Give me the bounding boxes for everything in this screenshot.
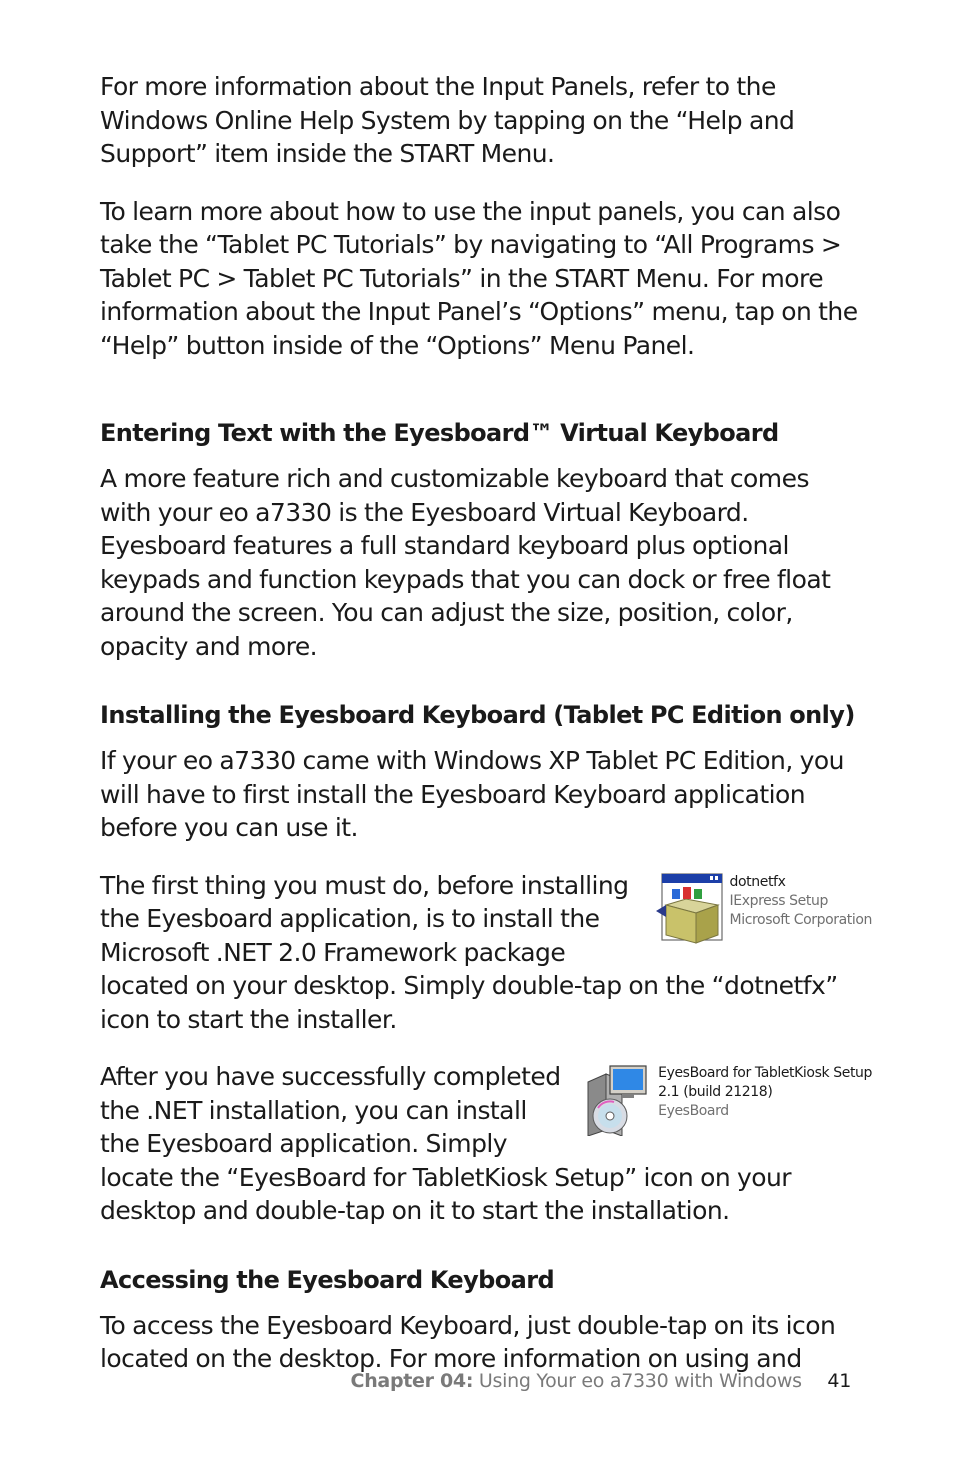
heading-accessing-eyesboard: Accessing the Eyesboard Keyboard: [100, 1265, 555, 1294]
heading-entering-text: Entering Text with the Eyesboard™ Virtual Keyboard: [100, 419, 779, 447]
paragraph-input-panels-help: For more information about the Input Panels, refer to the Windows Online Help System by tapping on the “Help and Support” item inside the START Menu.: [100, 72, 795, 168]
paragraph-install-dotnet: The first thing you must do, before installing the Eyesboard application, is to install the Microsoft .NET 2.0 Framework package located on your desktop. Simply double-tap on the “dotnetfx” icon to start the installer.: [100, 870, 838, 1034]
paragraph-install-requirement: If your eo a7330 came with Windows XP Tablet PC Edition, you will have to first install the Eyesboard Keyboard application before you can use it.: [100, 746, 844, 842]
dotnetfx-icon-type: IExpress Setup: [729, 892, 828, 909]
paragraph-tablet-tutorials: To learn more about how to use the input panels, you can also take the “Tablet PC Tutorials” by navigating to “All Programs > Tablet PC > Tablet PC Tutorials” in the START Menu. For more information about the Input Panel’s “Options” menu, tap on the “Help” button inside of the “Options” Menu Panel.: [100, 196, 858, 360]
footer-chapter-title: Using Your eo a7330 with Windows: [478, 1370, 802, 1392]
dotnet-block: [100, 869, 872, 1037]
installer-package-icon: [656, 873, 726, 945]
dotnetfx-desktop-icon[interactable]: [656, 873, 872, 945]
eyesboard-icon-version: 2.1 (build 21218): [658, 1084, 773, 1100]
page-number: 41: [827, 1370, 851, 1392]
footer-chapter-label: Chapter 04:: [350, 1370, 474, 1392]
dotnetfx-icon-company: Microsoft Corporation: [729, 911, 872, 928]
paragraph-accessing-eyesboard: To access the Eyesboard Keyboard, just double-tap on its icon located on the desktop. For more information on using and: [100, 1310, 836, 1373]
dotnetfx-icon-caption: [730, 873, 872, 930]
heading-installing-eyesboard: Installing the Eyesboard Keyboard (Tablet PC Edition only): [100, 701, 855, 729]
eyesboard-icon-caption: [658, 1064, 872, 1121]
eyesboard-setup-desktop-icon[interactable]: [584, 1064, 872, 1136]
paragraph-install-eyesboard: After you have successfully completed the .NET installation, you can install the Eyesboard application. Simply locate the “EyesBoard for TabletKiosk Setup” icon on your desktop and double-tap on it to start the installation.: [100, 1062, 792, 1225]
page-content: [100, 70, 872, 1376]
dotnetfx-icon-name: dotnetfx: [729, 873, 786, 890]
page-footer: [351, 1370, 851, 1392]
eyesboard-block: [100, 1060, 872, 1228]
eyesboard-icon-company: EyesBoard: [658, 1103, 729, 1119]
paragraph-eyesboard-intro: A more feature rich and customizable keyboard that comes with your eo a7330 is the Eyesboard Virtual Keyboard. Eyesboard features a full standard keyboard plus optional keypads and function keypads that you can dock or free float around the screen. You can adjust the size, position, color, opacity and more.: [100, 464, 831, 661]
eyesboard-icon-name: EyesBoard for TabletKiosk Setup: [658, 1065, 872, 1081]
setup-disc-icon: [584, 1064, 654, 1136]
